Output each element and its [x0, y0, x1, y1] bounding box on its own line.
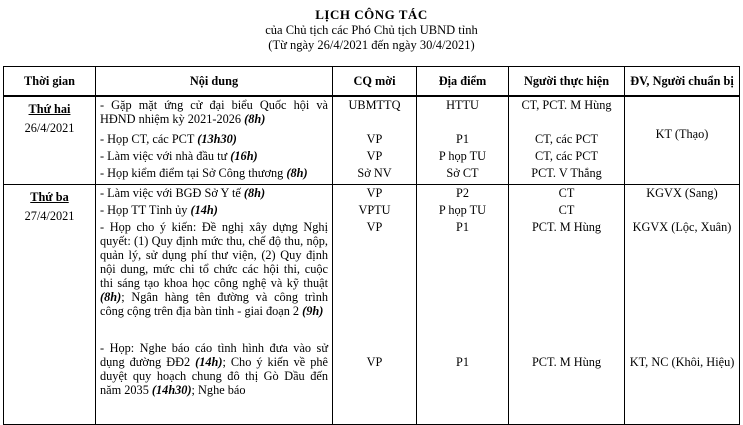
col-header-time: Thời gian — [4, 67, 96, 97]
person-cell: CT, PCT. M Hùng CT, các PCT CT, các PCT PCT. V Thắng — [509, 96, 625, 184]
list-item: - Họp kiểm điểm tại Sở Công thương (8h) — [100, 166, 308, 180]
list-item: - Làm việc với BGĐ Sở Y tế (8h) — [100, 185, 266, 200]
day-date: 27/4/2021 — [24, 208, 75, 223]
list-item: - Làm việc với nhà đầu tư (16h) — [100, 149, 258, 163]
list-item: - Gặp mặt ứng cử đại biểu Quốc hội và HĐND nhiệm kỳ 2021-2026 (8h) — [100, 98, 328, 126]
person-cell: CT CT PCT. M Hùng PCT. M Hùng — [509, 184, 625, 424]
prep-cell: KT (Thạo) — [625, 96, 740, 184]
col-header-prep: ĐV, Người chuẩn bị — [625, 67, 740, 97]
schedule-table — [3, 66, 740, 425]
col-header-person: Người thực hiện — [509, 67, 625, 97]
prep-cell: KGVX (Sang) KGVX (Lộc, Xuân) KT, NC (Khôi, Hiệu) — [625, 184, 740, 424]
day-name: Thứ ba — [30, 189, 69, 204]
place-cell: P2 P họp TU P1 P1 — [417, 184, 509, 424]
day-date: 26/4/2021 — [24, 121, 75, 135]
list-item: - Họp TT Tỉnh ủy (14h) — [100, 202, 218, 217]
page-title: LỊCH CÔNG TÁC — [315, 7, 428, 22]
host-cell: UBMTTQ VP VP Sở NV — [333, 96, 417, 184]
col-header-place: Địa điểm — [417, 67, 509, 97]
content-cell — [96, 184, 333, 424]
day-name: Thứ hai — [28, 102, 71, 116]
table-header-row — [4, 67, 740, 97]
list-item: - Họp CT, các PCT (13h30) — [100, 132, 237, 146]
place-cell: HTTU P1 P họp TU Sở CT — [417, 96, 509, 184]
list-item: - Họp cho ý kiến: Đề nghị xây dựng Nghị quyết: (1) Quy định mức thu, chế độ thu, nộp, quản lý, sử dụng phí thư viện, (2) Quy định nội dung, mức chi tổ chức các hội thi, cuộc thi sáng tạo khoa học công nghệ và kỹ thuật (8h); Ngân hàng tên đường và công trình công cộng trên địa bàn tỉnh - giai đoạn 2 (9h) — [100, 219, 328, 318]
col-header-host: CQ mời — [333, 67, 417, 97]
page-subtitle: của Chủ tịch các Phó Chủ tịch UBND tỉnh — [265, 23, 478, 37]
col-header-content: Nội dung — [96, 67, 333, 97]
table-row — [4, 184, 740, 424]
date-range: (Từ ngày 26/4/2021 đến ngày 30/4/2021) — [268, 38, 475, 52]
content-cell — [96, 96, 333, 184]
table-row — [4, 96, 740, 184]
host-cell: VP VPTU VP VP — [333, 184, 417, 424]
day-cell — [4, 96, 96, 184]
list-item: - Họp: Nghe báo cáo tình hình đưa vào sử dụng đường ĐĐ2 (14h); Cho ý kiến về phê duyệt quy hoạch chung đô thị Gò Dầu đến năm 2035 (14h30); Nghe báo — [100, 340, 329, 397]
day-cell — [4, 184, 96, 424]
